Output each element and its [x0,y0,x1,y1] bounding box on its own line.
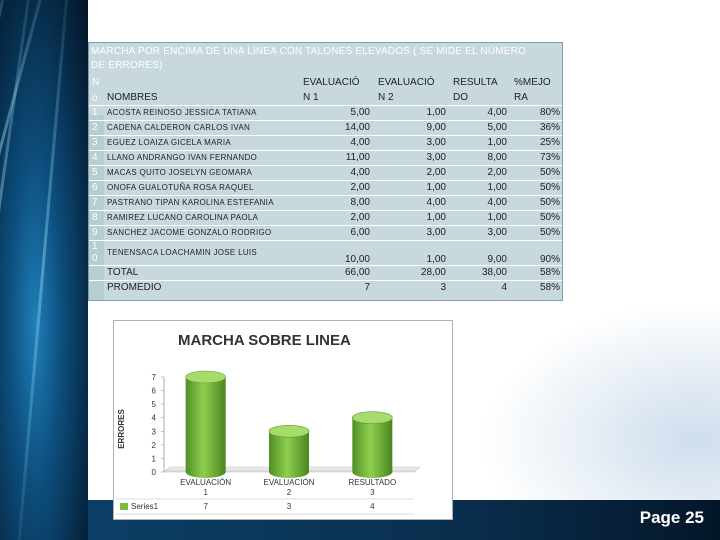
row-eval2: 1,00 [426,182,446,193]
row-divider [89,210,562,211]
row-name: LLANO ANDRANGO IVAN FERNANDO [107,153,258,162]
row-improve: 73% [539,152,560,163]
row-number: 7 [92,197,98,208]
row-result: 4,00 [487,107,507,118]
y-tick-label: 4 [151,413,156,423]
y-tick-label: 5 [151,400,156,410]
total-eval1: 66,00 [344,267,370,278]
row-improve: 50% [539,197,560,208]
bar-chart [113,320,453,520]
row-number: 5 [92,167,98,178]
row-eval2: 1,00 [426,254,446,265]
y-tick-label: 1 [151,454,156,464]
row-name: SANCHEZ JACOME GONZALO RODRIGO [107,228,272,237]
row-number: 8 [92,212,98,223]
row-result: 9,00 [487,254,507,265]
row-eval2: 3,00 [426,137,446,148]
row-name: MACAS QUITO JOSELYN GEOMARA [107,168,253,177]
results-table [88,42,563,301]
row-name: RAMIREZ LUCANO CAROLINA PAOLA [107,213,259,222]
average-result: 4 [501,282,507,293]
row-name: CADENA CALDERON CARLOS IVAN [107,123,251,132]
row-eval1: 14,00 [344,122,370,133]
background-glow [480,300,720,500]
row-divider [89,280,562,281]
row-divider [89,120,562,121]
row-name: ONOFA GUALOTUÑA ROSA RAQUEL [107,183,254,192]
row-divider [89,180,562,181]
header-n-bottom: o [92,93,98,104]
y-tick-label: 3 [151,427,156,437]
row-eval2: 4,00 [426,197,446,208]
row-name: EGUEZ LOAIZA GICELA MARIA [107,138,231,147]
row-number: 9 [92,227,98,238]
total-result: 38,00 [481,267,507,278]
average-improve: 58% [539,282,560,293]
row-eval1: 5,00 [350,107,370,118]
header-eval2-top: EVALUACIÓ [378,77,435,88]
row-number: 3 [92,137,98,148]
bar [352,418,392,478]
row-improve: 90% [539,254,560,265]
header-improve-bottom: RA [514,92,528,103]
row-result: 3,00 [487,227,507,238]
row-name: ACOSTA REINOSO JESSICA TATIANA [107,108,257,117]
header-eval2-bottom: N 2 [378,92,394,103]
header-result-bottom: DO [453,92,468,103]
row-improve: 80% [539,107,560,118]
data-table-value: 7 [203,502,208,511]
row-divider [89,165,562,166]
x-category-number: 1 [203,488,208,497]
row-improve: 50% [539,227,560,238]
row-name: TENENSACA LOACHAMIN JOSE LUIS [107,248,258,257]
row-eval2: 2,00 [426,167,446,178]
row-eval1: 11,00 [345,152,370,163]
row-number: 4 [92,152,98,163]
row-number: 2 [92,122,98,133]
row-number: 6 [92,182,98,193]
row-divider [89,225,562,226]
chart-title: MARCHA SOBRE LINEA [178,332,351,349]
row-eval2: 1,00 [426,212,446,223]
row-eval2: 9,00 [426,122,446,133]
total-label: TOTAL [107,267,139,278]
average-label: PROMEDIO [107,282,162,293]
row-divider [89,105,562,106]
total-improve: 58% [539,267,560,278]
row-eval2: 3,00 [426,152,446,163]
row-eval1: 4,00 [350,137,370,148]
row-divider [89,240,562,241]
header-eval1-top: EVALUACIÓ [303,77,360,88]
x-category-label: RESULTADO [348,478,397,487]
header-names: NOMBRES [107,92,158,103]
total-eval2: 28,00 [420,267,446,278]
x-category-number: 3 [370,488,375,497]
row-eval2: 3,00 [426,227,446,238]
chart-svg [114,321,452,519]
y-tick-label: 0 [151,468,156,477]
row-result: 4,00 [487,197,507,208]
y-axis-label: ERRORES [117,409,126,449]
row-number-2: 0 [92,253,98,264]
row-improve: 25% [539,137,560,148]
row-improve: 50% [539,167,560,178]
row-divider [89,135,562,136]
row-eval1: 2,00 [350,182,370,193]
table-title: MARCHA POR ENCIMA DE UNA LÍNEA CON TALONES ELEVADOS ( SE MIDE EL NÚMERO DE ERRORES) [91,46,527,71]
row-result: 1,00 [487,212,507,223]
legend-swatch [120,503,128,510]
row-eval1: 10,00 [344,254,370,265]
row-eval1: 4,00 [350,167,370,178]
bar-top [352,412,392,424]
data-table-value: 3 [286,502,292,511]
x-category-label: EVALUACIÓN [263,478,315,487]
background-left-panel [0,0,88,540]
row-eval1: 2,00 [350,212,370,223]
row-improve: 50% [539,212,560,223]
page-number: Page 25 [639,508,704,527]
legend-label: Series1 [131,502,159,511]
header-improve-top: %MEJO [514,77,551,88]
x-category-number: 2 [286,488,292,497]
average-eval1: 7 [364,282,370,293]
row-result: 5,00 [487,122,507,133]
average-eval2: 3 [440,282,446,293]
row-result: 1,00 [487,137,507,148]
bar-top [269,425,309,437]
row-number: 1 [92,107,98,118]
row-divider [89,150,562,151]
row-result: 8,00 [487,152,507,163]
row-divider [89,265,562,266]
y-tick-label: 2 [151,440,156,450]
bar [269,431,309,478]
header-n-top: N [92,77,100,88]
row-divider [89,195,562,196]
y-tick-label: 7 [151,373,156,382]
x-category-label: EVALUACIÓN [180,478,232,487]
bar-top [186,371,226,383]
bar [186,377,226,478]
header-eval1-bottom: N 1 [303,92,319,103]
row-improve: 36% [539,122,560,133]
header-result-top: RESULTA [453,77,498,88]
row-eval2: 1,00 [426,107,446,118]
row-eval1: 8,00 [350,197,370,208]
row-name: PASTRANO TIPAN KAROLINA ESTEFANIA [107,198,274,207]
y-tick-label: 6 [151,386,156,396]
row-number: 1 [92,241,98,252]
row-improve: 50% [539,182,560,193]
row-eval1: 6,00 [350,227,370,238]
row-result: 2,00 [487,167,507,178]
data-table-value: 4 [370,502,375,511]
row-result: 1,00 [487,182,507,193]
